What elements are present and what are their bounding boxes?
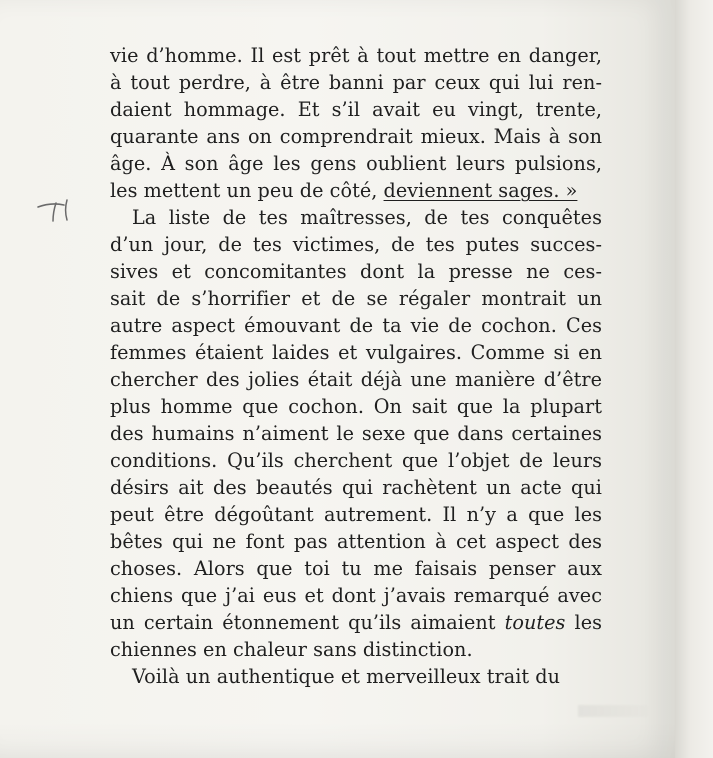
text-line-3: daient hommage. Et s’il avait eu vingt, trente, (110, 98, 602, 121)
adjacent-page-edge (675, 0, 713, 758)
text-line-6 (110, 177, 602, 204)
page-bottom-shadow (0, 722, 675, 758)
text-line-11: autre aspect émouvant de ta vie de cochon. Ces (110, 314, 602, 337)
text-line-4: quarante ans on comprendrait mieux. Mais à son (110, 125, 602, 148)
text-line-7: La liste de tes maîtresses, de tes conquêtes (132, 206, 602, 229)
text-line-20: choses. Alors que toi tu me faisais penser aux (110, 557, 602, 580)
text-line-17: désirs ait des beautés qui rachètent un acte qui (110, 476, 602, 499)
text-line-21: chiens que j’ai eus et dont j’avais remarqué avec (110, 584, 602, 607)
text-line-10: sait de s’horrifier et de se régaler montrait un (110, 287, 602, 310)
text-line-22-end: les (565, 611, 602, 634)
text-line-1: vie d’homme. Il est prêt à tout mettre en danger, (110, 44, 602, 67)
text-line-8: d’un jour, de tes victimes, de tes putes succes- (110, 233, 602, 256)
text-line-6-start: les mettent un peu de côté, (110, 179, 384, 202)
text-line-16: conditions. Qu’ils cherchent que l’objet de leurs (110, 449, 602, 472)
text-line-9: sives et concomitantes dont la presse ne ces- (110, 260, 602, 283)
handwritten-mark-icon (36, 197, 78, 223)
text-line-5: âge. À son âge les gens oublient leurs pulsions, (110, 152, 602, 175)
book-text (110, 42, 602, 690)
text-line-12: femmes étaient laides et vulgaires. Comme si en (110, 341, 602, 364)
text-line-22 (110, 609, 602, 636)
text-line-15: des humains n’aiment le sexe que dans certaines (110, 422, 602, 445)
italic-word: toutes (504, 611, 566, 634)
text-line-18: peut être dégoûtant autrement. Il n’y a que les (110, 503, 602, 526)
text-line-13: chercher des jolies était déjà une manière d’être (110, 368, 602, 391)
text-line-23: chiennes en chaleur sans distinction. (110, 638, 473, 661)
text-line-14: plus homme que cochon. On sait que la plupart (110, 395, 602, 418)
text-line-24: Voilà un authentique et merveilleux trait du (132, 665, 561, 688)
text-line-22-start: un certain étonnement qu’ils aimaient (110, 611, 505, 634)
show-through-mark (578, 705, 648, 717)
text-line-2: à tout perdre, à être banni par ceux qui lui ren- (110, 71, 602, 94)
underlined-phrase: deviennent sages. » (383, 179, 578, 202)
text-line-19: bêtes qui ne font pas attention à cet aspect des (110, 530, 602, 553)
